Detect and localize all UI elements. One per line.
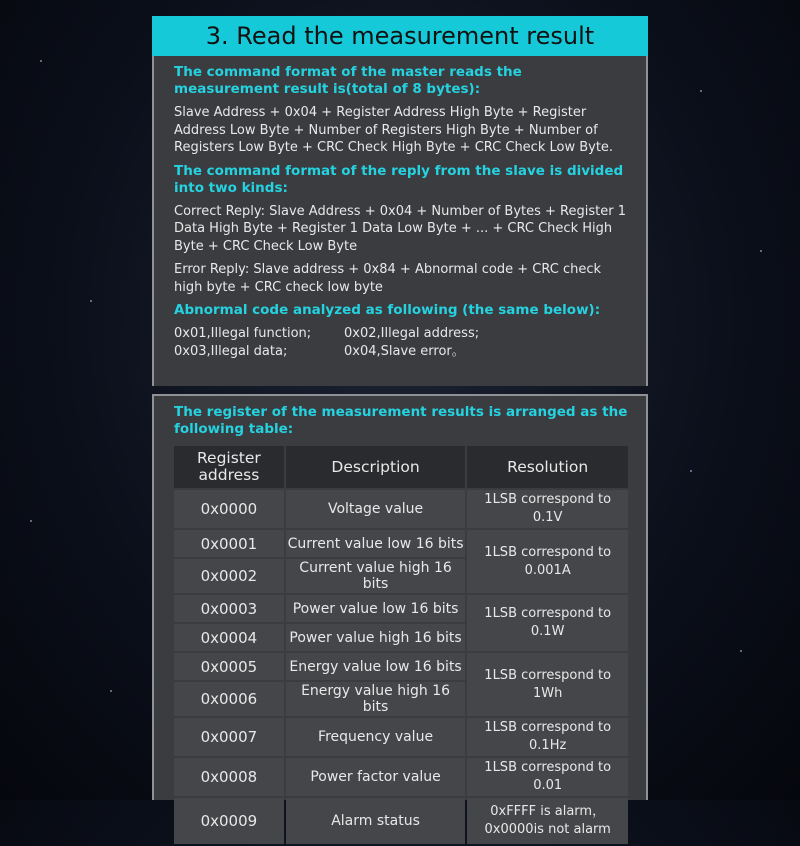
- register-resolution: 1LSB correspond to 0.1V: [467, 490, 628, 528]
- register-description: Power value high 16 bits: [286, 624, 466, 651]
- register-address: 0x0005: [174, 653, 284, 680]
- register-address: 0x0000: [174, 490, 284, 528]
- register-description: Energy value high 16 bits: [286, 682, 466, 716]
- register-table-panel: [152, 394, 648, 837]
- register-description: Power value low 16 bits: [286, 595, 466, 622]
- column-header-resolution: Resolution: [467, 446, 628, 488]
- register-description: Power factor value: [286, 758, 466, 796]
- table-header-row: [174, 446, 628, 488]
- register-address: 0x0009: [174, 798, 284, 844]
- abnormal-code-item: 0x03,Illegal data;: [174, 343, 288, 359]
- register-address: 0x0003: [174, 595, 284, 622]
- error-reply-text: Error Reply: Slave address + 0x84 + Abnormal code + CRC check high byte + CRC check low byte: [174, 262, 602, 295]
- register-description: Current value low 16 bits: [286, 530, 466, 557]
- register-address: 0x0004: [174, 624, 284, 651]
- register-resolution: 1LSB correspond to 0.01: [467, 758, 628, 796]
- register-resolution: 1LSB correspond to 0.1Hz: [467, 718, 628, 756]
- register-address: 0x0001: [174, 530, 284, 557]
- register-table-heading: The register of the measurement results is arranged as the following table:: [174, 404, 628, 437]
- register-description: Current value high 16 bits: [286, 559, 466, 593]
- register-resolution: 1LSB correspond to 1Wh: [467, 653, 628, 716]
- correct-reply-text: Correct Reply: Slave Address + 0x04 + Number of Bytes + Register 1 Data High Byte + Register 1 Data Low Byte + ... + CRC Check High Byte + CRC Check Low Byte: [174, 203, 626, 254]
- abnormal-code-item: 0x04,Slave error。: [344, 343, 465, 359]
- register-resolution: 1LSB correspond to 0.1W: [467, 595, 628, 651]
- register-address: 0x0006: [174, 682, 284, 716]
- column-header-description: Description: [286, 446, 466, 488]
- register-resolution: 1LSB correspond to 0.001A: [467, 530, 628, 593]
- register-table: [172, 444, 630, 846]
- table-row: [174, 718, 628, 756]
- register-address: 0x0007: [174, 718, 284, 756]
- column-header-address: Register address: [174, 446, 284, 488]
- page-title: 3. Read the measurement result: [152, 16, 648, 56]
- register-description: Energy value low 16 bits: [286, 653, 466, 680]
- table-row: [174, 653, 628, 680]
- slave-reply-heading: The command format of the reply from the slave is divided into two kinds:: [174, 162, 624, 196]
- register-resolution: 0xFFFF is alarm，0x0000is not alarm: [467, 798, 628, 844]
- command-format-panel: [152, 56, 648, 386]
- table-row: [174, 595, 628, 622]
- register-description: Frequency value: [286, 718, 466, 756]
- abnormal-code-heading: Abnormal code analyzed as following (the same below):: [174, 302, 601, 318]
- master-command-body: Slave Address + 0x04 + Register Address High Byte + Register Address Low Byte + Number of Registers High Byte + Number of Registers Low Byte + CRC Check High Byte + CRC Check Low Byte.: [174, 105, 614, 155]
- table-row: [174, 530, 628, 557]
- register-description: Alarm status: [286, 798, 466, 844]
- register-address: 0x0008: [174, 758, 284, 796]
- register-description: Voltage value: [286, 490, 466, 528]
- register-address: 0x0002: [174, 559, 284, 593]
- table-row: [174, 758, 628, 796]
- table-row: [174, 490, 628, 528]
- master-command-heading: The command format of the master reads the measurement result is(total of 8 bytes):: [174, 64, 522, 97]
- abnormal-code-list: [174, 325, 630, 360]
- table-row: [174, 798, 628, 844]
- abnormal-code-item: 0x01,Illegal function;: [174, 326, 312, 341]
- abnormal-code-item: 0x02,Illegal address;: [344, 326, 480, 341]
